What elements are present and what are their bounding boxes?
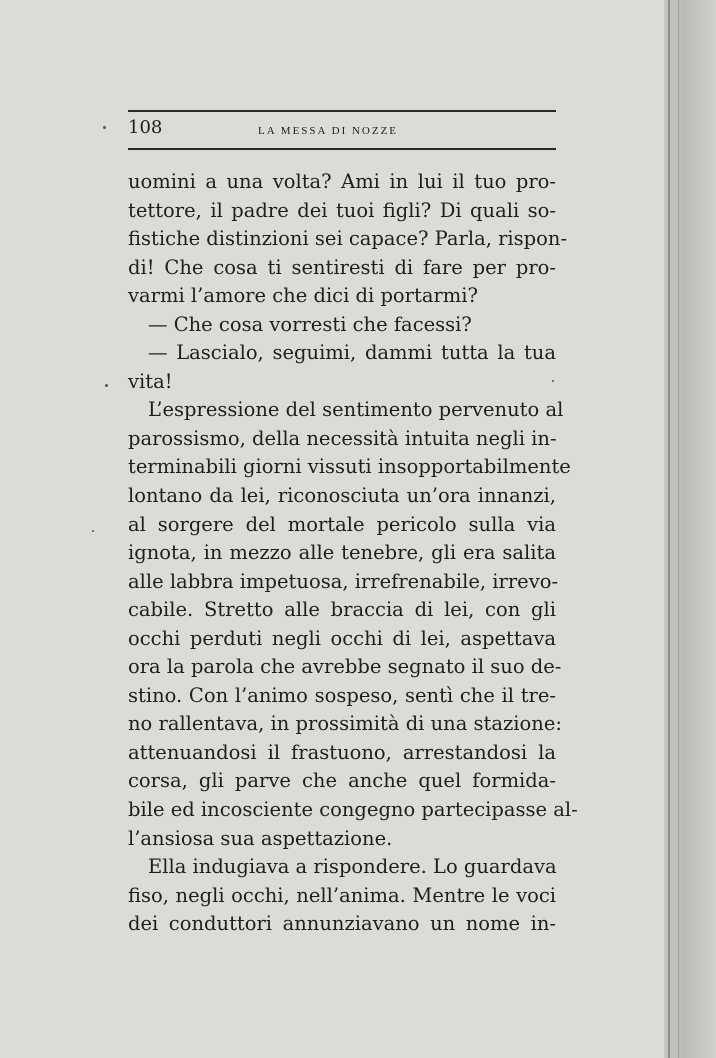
text-line: al sorgere del mortale pericolo sulla via bbox=[128, 512, 556, 536]
running-title: LA MESSA DI NOZZE bbox=[258, 125, 399, 137]
text-line: cabile. Stretto alle braccia di lei, con gli bbox=[128, 598, 556, 622]
text-line: fistiche distinzioni sei capace? Parla, rispon- bbox=[128, 227, 568, 251]
page-number: 108 bbox=[128, 117, 163, 138]
paragraph-first-line: Ella indugiava a rispondere. Lo guardava bbox=[148, 855, 557, 879]
text-line: parossismo, della necessità intuita negli in- bbox=[128, 426, 557, 450]
text-line: attenuandosi il frastuono, arrestandosi la bbox=[128, 740, 556, 764]
text-line: dei conduttori annunziavano un nome in- bbox=[128, 912, 556, 936]
text-line: ignota, in mezzo alle tenebre, gli era salita bbox=[128, 541, 556, 565]
text-line: terminabili giorni vissuti insopportabilmente bbox=[128, 455, 571, 479]
text-line: di! Che cosa ti sentiresti di fare per pro- bbox=[128, 255, 556, 279]
text-line: ora la parola che avrebbe segnato il suo de- bbox=[128, 655, 562, 679]
text-line: alle labbra impetuosa, irrefrenabile, irrevo- bbox=[128, 569, 559, 593]
text-line: bile ed incosciente congegno partecipasse al- bbox=[128, 798, 578, 822]
paper-speck bbox=[105, 384, 108, 387]
text-line: stino. Con l’animo sospeso, sentì che il tre- bbox=[128, 683, 556, 707]
text-line: varmi l’amore che dici di portarmi? bbox=[128, 284, 478, 308]
text-line: corsa, gli parve che anche quel formida- bbox=[128, 769, 556, 793]
text-line: uomini a una volta? Ami in lui il tuo pro- bbox=[128, 170, 556, 193]
header-rule-bottom bbox=[128, 148, 556, 150]
paper-speck bbox=[552, 380, 554, 382]
gutter-line bbox=[678, 0, 679, 1058]
text-line: tettore, il padre dei tuoi figli? Di quali so- bbox=[128, 198, 556, 222]
page-gutter-edge bbox=[664, 0, 716, 1058]
dialogue-line: — Che cosa vorresti che facessi? bbox=[148, 312, 472, 336]
body-text bbox=[128, 168, 578, 939]
text-line: lontano da lei, riconosciuta un’ora innanzi, bbox=[128, 484, 556, 508]
dialogue-line: — Lascialo, seguimi, dammi tutta la tua bbox=[148, 341, 556, 365]
gutter-line bbox=[668, 0, 670, 1058]
text-line: vita! bbox=[128, 369, 173, 393]
text-line: l’ansiosa sua aspettazione. bbox=[128, 826, 393, 850]
paragraph-first-line: L’espressione del sentimento pervenuto al bbox=[148, 398, 564, 422]
text-line: occhi perduti negli occhi di lei, aspettava bbox=[128, 626, 556, 650]
text-line: fiso, negli occhi, nell’anima. Mentre le voci bbox=[128, 883, 556, 907]
header-rule-top bbox=[128, 110, 556, 112]
paper-speck bbox=[92, 530, 94, 532]
text-line: no rallentava, in prossimità di una stazione: bbox=[128, 712, 562, 736]
paper-speck bbox=[103, 126, 106, 129]
running-head bbox=[128, 104, 556, 150]
